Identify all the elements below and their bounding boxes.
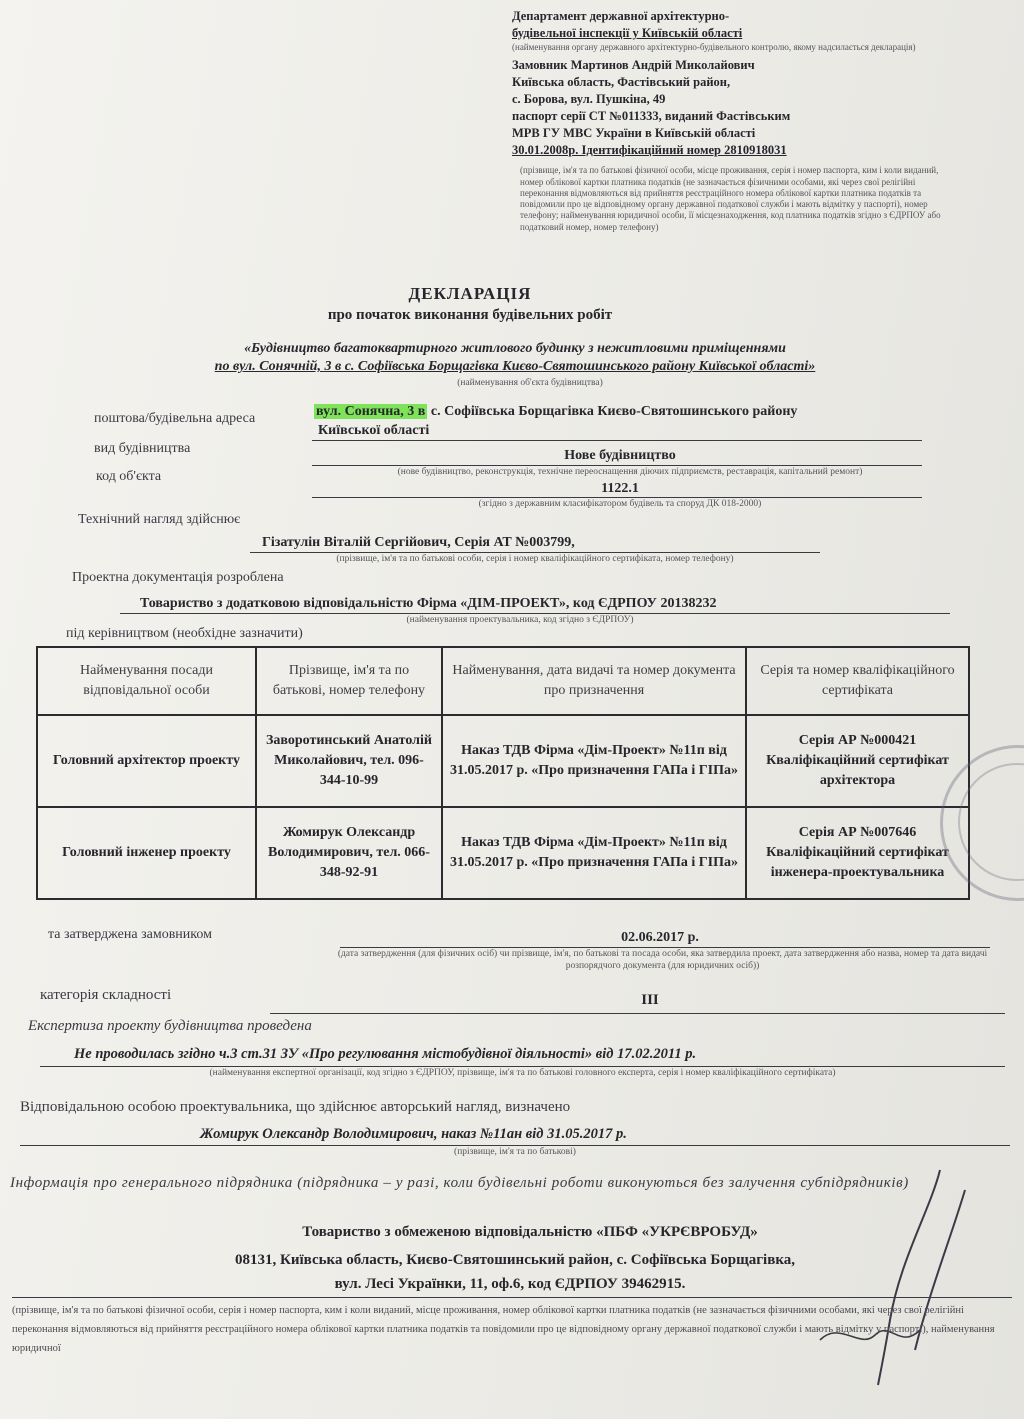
table-row — [37, 715, 969, 807]
customer-line-5: МРВ ГУ МВС України в Київській області — [512, 126, 756, 141]
construction-type-hint: (нове будівництво, реконструкція, технічне переоснащення діючих підприємств, реставрація, капітальний ремонт) — [397, 467, 863, 477]
author-supervision-label: Відповідальною особою проектувальника, що здійснює авторський нагляд, визначено — [20, 1099, 571, 1115]
contractor-line-2: 08131, Київська область, Києво-Святошинський район, с. Софіївська Борщагівка, — [235, 1252, 795, 1268]
customer-line-1: Замовник Мартинов Андрій Миколайович — [512, 58, 755, 73]
construction-type-value: Нове будівництво — [564, 448, 676, 463]
project-docs-hint: (найменування проектувальника, код згідно з ЄДРПОУ) — [406, 615, 634, 625]
expertise-hint: (найменування експертної організації, код згідно з ЄДРПОУ, прізвище, ім'я та по батькові головного експерта, серія і номер кваліфікаційного сертифіката) — [209, 1068, 836, 1078]
author-supervision-value: Жомирук Олександр Володимирович, наказ №11ан від 31.05.2017 р. — [200, 1126, 627, 1142]
supervision-value: Гізатулін Віталій Сергійович, Серія АТ №003799, — [262, 535, 575, 550]
contractor-line-3: вул. Лесі Українки, 11, оф.6, код ЄДРПОУ 39462915. — [334, 1276, 686, 1292]
title-sub: про початок виконання будівельних робіт — [327, 307, 613, 323]
customer-line-6: 30.01.2008р. Ідентифікаційний номер 2810918031 — [512, 143, 787, 158]
object-hint: (найменування об'єкта будівництва) — [457, 378, 603, 388]
approval-value: 02.06.2017 р. — [621, 930, 699, 945]
management-label: під керівництвом (необхідне зазначити) — [66, 626, 303, 641]
row-document: Наказ ТДВ Фірма «Дім-Проект» №11п від 31.05.2017 р. «Про призначення ГАПа і ГІПа» — [442, 807, 746, 899]
department-line-1: Департамент державної архітектурно- — [512, 9, 730, 23]
object-code-value: 1122.1 — [601, 481, 639, 496]
author-supervision-hint: (прізвище, ім'я та по батькові) — [454, 1147, 576, 1157]
row-person: Жомирук Олександр Володимирович, тел. 066-348-92-91 — [256, 807, 442, 899]
title-main: ДЕКЛАРАЦІЯ — [408, 284, 532, 303]
declaration-title — [280, 284, 660, 324]
recipient-block — [512, 8, 942, 233]
object-code-hint: (згідно з державним класифікатором будівель та споруд ДК 018-2000) — [478, 499, 762, 509]
header-position: Найменування посади відповідальної особи — [37, 647, 256, 715]
approval-label: та затверджена замовником — [48, 927, 212, 942]
customer-hint: (прізвище, ім'я та по батькові фізичної особи, місце проживання, серія і номер паспорта, ким і коли виданий, номер облікової картки платника податків (не зазначається фізичними особами, які через свої релігійні переконання відмовляються від прийняття реєстраційного номера облікової картки платника податків та повідомили про це відповідному органу державної податкової служби і мають відмітку у паспорті), номер телефону; найменування юридичної особи, її місцезнаходження, код платника податків згідно з ЄДРПОУ або податковий номер, номер телефону) — [520, 165, 941, 232]
row-person: Заворотинський Анатолій Миколайович, тел. 096-344-10-99 — [256, 715, 442, 807]
header-person: Прізвище, ім'я та по батькові, номер телефону — [256, 647, 442, 715]
department-hint: (найменування органу державного архітектурно-будівельного контролю, якому надсилається декларація) — [512, 42, 916, 52]
customer-line-2: Київська область, Фастівський район, — [512, 75, 731, 90]
expertise-value: Не проводилась згідно ч.3 ст.31 ЗУ «Про регулювання містобудівної діяльності» від 17.02.2011 р. — [74, 1046, 697, 1062]
row-position: Головний архітектор проекту — [37, 715, 256, 807]
complexity-label: категорія складності — [40, 987, 172, 1003]
contractor-label: Інформація про генерального підрядника (підрядника – у разі, коли будівельні роботи виконуються без залучення субпідрядників) — [10, 1175, 909, 1191]
project-docs-label: Проектна документація розроблена — [72, 570, 284, 585]
project-docs-value: Товариство з додатковою відповідальністю Фірма «ДІМ-ПРОЕКТ», код ЄДРПОУ 20138232 — [140, 596, 717, 611]
address-label: поштова/будівельна адреса — [94, 411, 256, 426]
supervision-hint: (прізвище, ім'я та по батькові особи, серія і номер кваліфікаційного сертифіката, номер телефону) — [336, 554, 734, 564]
complexity-value: ІІІ — [641, 992, 659, 1008]
address-rest: с. Софіївська Борщагівка Києво-Святошинського району — [427, 404, 798, 419]
table-header-row — [37, 647, 969, 715]
department-line-2: будівельної інспекції у Київській області — [512, 26, 743, 40]
expertise-label: Експертиза проекту будівництва проведена — [28, 1018, 312, 1034]
construction-type-label: вид будівництва — [94, 441, 191, 456]
supervision-label: Технічний нагляд здійснює — [78, 512, 241, 527]
object-code-label: код об'єкта — [96, 469, 162, 484]
address-line-2: Київської області — [318, 423, 430, 438]
object-line-2: по вул. Сонячній, 3 в с. Софіївська Борщагівка Києво-Святошинського району Київської області» — [214, 359, 816, 374]
row-document: Наказ ТДВ Фірма «Дім-Проект» №11п від 31.05.2017 р. «Про призначення ГАПа і ГІПа» — [442, 715, 746, 807]
address-highlight: вул. Сонячна, 3 в — [316, 404, 426, 419]
object-line-1: «Будівництво багатоквартирного житлового будинку з нежитловими приміщеннями — [244, 341, 786, 356]
approval-hint: (дата затвердження (для фізичних осіб) чи прізвище, ім'я, по батькові та посада особи, яка затвердила проект, дата затвердження або назва, номер та дата видачі розпорядчого документа (для юридичних осіб)) — [337, 949, 988, 971]
staff-table — [36, 646, 970, 900]
footer-hint: (прізвище, ім'я та по батькові фізичної особи, серія і номер паспорта, ким і коли виданий, місце проживання, номер облікової картки платника податків (не зазначається фізичними особами, які через свої релігійні переконання відмовляються від прийняття реєстраційного номера облікової картки платника податків та повідомили про це відповідному органу державної податкової служби і мають відмітку у паспорті), найменування юридичної — [12, 1305, 995, 1354]
row-position: Головний інженер проекту — [37, 807, 256, 899]
customer-line-3: с. Борова, вул. Пушкіна, 49 — [512, 92, 666, 107]
address-value — [314, 404, 934, 420]
header-document: Найменування, дата видачі та номер документа про призначення — [442, 647, 746, 715]
customer-line-4: паспорт серії СТ №011333, виданий Фастівським — [512, 109, 791, 124]
header-certificate: Серія та номер кваліфікаційного сертифіката — [746, 647, 969, 715]
contractor-line-1: Товариство з обмеженою відповідальністю «ПБФ «УКРЄВРОБУД» — [302, 1224, 758, 1240]
row-certificate: Серія АР №007646 Кваліфікаційний сертифікат інженера-проектувальника — [746, 807, 969, 899]
row-certificate: Серія АР №000421 Кваліфікаційний сертифікат архітектора — [746, 715, 969, 807]
table-row — [37, 807, 969, 899]
object-name — [120, 340, 910, 376]
